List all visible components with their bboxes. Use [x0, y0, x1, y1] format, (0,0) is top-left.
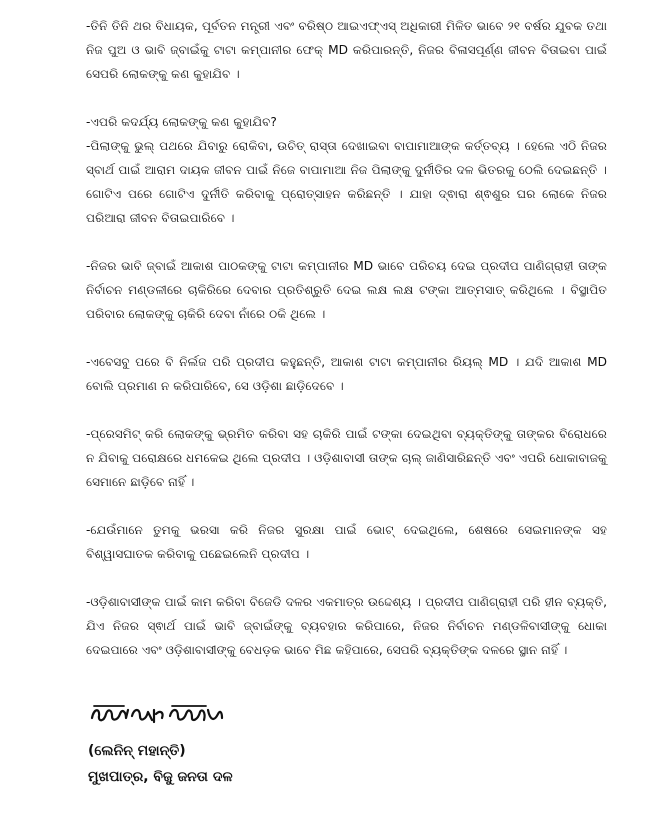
- paragraph-1: -ତିନି ତିନି ଥର ବିଧାୟକ, ପୂର୍ବତନ ମନ୍ତ୍ରୀ ଏବଂ ବରିଷ୍ଠ ଆଇଏଫ୍ଏସ୍ ଅଧିକାରୀ ମିଳିତ ଭାବେ ୨୧ ବର୍ଷର ଯୁବକ ତଥା ନିଜ ପୁଅ ଓ ଭାବି ଜ୍ବାଇଁକୁ ଟାଟା କମ୍ପାନୀର ଫେକ୍ MD କରିପାରନ୍ତି, ନିଜର ବିଳାସପୂର୍ଣ୍ଣ ଜୀବନ ବିତାଇବା ପାଇଁ ସେପରି ଲୋକଙ୍କୁ କଣ କୁହାଯିବ ।: [86, 19, 607, 81]
- signature-block: [88, 700, 233, 790]
- paragraph-5: -ଏବେସବୁ ପରେ ବି ନିର୍ଲଜ ପରି ପ୍ରଦୀପ କହୁଛନ୍ତି, ଆକାଶ ଟାଟା କମ୍ପାନୀର ରିୟଲ୍ MD । ଯଦି ଆକାଶ MD ବୋଲି ପ୍ରମାଣ ନ କରିପାରିବେ, ସେ ଓଡ଼ିଶା ଛାଡ଼ିଦେବେ ।: [86, 355, 607, 393]
- paragraph-7: -ଯେଉଁମାନେ ତୁମକୁ ଭରସା କରି ନିଜର ସୁରକ୍ଷା ପାଇଁ ଭୋଟ୍ ଦେଇଥିଲେ, ଶେଷରେ ସେଇମାନଙ୍କ ସହ ବିଶ୍ୱାସଘାତକ କରିବାକୁ ପଛେଇଲେନି ପ୍ରଦୀପ ।: [86, 523, 607, 561]
- handwritten-signature: [88, 700, 228, 728]
- signatory-title: ମୁଖପାତ୍ର, ବିଜୁ ଜନତା ଦଳ: [88, 769, 233, 785]
- paragraph-4: -ନିଜର ଭାବି ଜ୍ବାଇଁ ଆକାଶ ପାଠକଙ୍କୁ ଟାଟା କମ୍ପାନୀର MD ଭାବେ ପରିଚୟ ଦେଇ ପ୍ରଦୀପ ପାଣିଗ୍ରାହୀ ତାଙ୍କ ନିର୍ବାଚନ ମଣ୍ଡଳୀରେ ଚାକିରିରେ ଦେବାର ପ୍ରତିଶ୍ରୁତି ଦେଇ ଲକ୍ଷ ଲକ୍ଷ ଟଙ୍କା ଆତ୍ମସାତ୍ କରିଥିଲେ । ବିସ୍ଥାପିତ ପରିବାର ଲୋକଙ୍କୁ ଚାକିରି ଦେବା ନାଁରେ ଠକି ଥିଲେ ।: [86, 259, 607, 321]
- signatory-name: (ଲେନିନ୍ ମହାନ୍ତି): [88, 743, 186, 759]
- paragraph-2-question: -ଏପରି କଦର୍ଯ୍ୟ ଲୋକଙ୍କୁ କଣ କୁହାଯିବ?: [86, 115, 277, 129]
- paragraph-6: -ପ୍ରେସମିଟ୍ କରି ଲୋକଙ୍କୁ ଭ୍ରମିତ କରିବା ସହ ଚାକିରି ପାଇଁ ଟଙ୍କା ଦେଇଥିବା ବ୍ୟକ୍ତିଙ୍କୁ ତାଙ୍କର ବିରୋଧରେ ନ ଯିବାକୁ ପରୋକ୍ଷରେ ଧମକେଇ ଥିଲେ ପ୍ରଦୀପ । ଓଡ଼ିଶାବାସୀ ତାଙ୍କ ଚାଲ୍ ଜାଣିସାରିଛନ୍ତି ଏବଂ ଏପରି ଧୋକାବାଜକୁ ସେମାନେ ଛାଡ଼ିବେ ନାହିଁ ।: [86, 427, 607, 489]
- paragraph-8: -ଓଡ଼ିଶାବାସୀଙ୍କ ପାଇଁ କାମ କରିବା ବିଜେଡି ଦଳର ଏକମାତ୍ର ଉଦ୍ଦେଶ୍ୟ । ପ୍ରଦୀପ ପାଣିଗ୍ରାହୀ ପରି ହୀନ ବ୍ୟକ୍ତି, ଯିଏ ନିଜର ସ୍ଵାର୍ଥ ପାଇଁ ଭାବି ଜ୍ବାଇଁଙ୍କୁ ବ୍ୟବହାର କରିପାରେ, ନିଜର ନିର୍ବାଚନ ମଣ୍ଡଳିବାସୀଙ୍କୁ ଧୋକା ଦେଇପାରେ ଏବଂ ଓଡ଼ିଶାବାସୀଙ୍କୁ ବେଧଡ଼କ ଭାବେ ମିଛ କହିପାରେ, ସେପରି ବ୍ୟକ୍ତିଙ୍କ ଦଳରେ ସ୍ଥାନ ନାହିଁ ।: [86, 595, 607, 657]
- paragraph-3: -ପିଲାଙ୍କୁ ଭୁଲ୍ ପଥରେ ଯିବାରୁ ରୋକିବା, ଉଚିତ୍ ରାସ୍ତା ଦେଖାଇବା ବାପାମାଆଙ୍କ କର୍ତ୍ତବ୍ୟ । ହେଲେ ଏଠି ନିଜର ସ୍ବାର୍ଥ ପାଇଁ ଆରାମ ଦାୟକ ଜୀବନ ପାଇଁ ନିଜେ ବାପାମାଆ ନିଜ ପିଲାଙ୍କୁ ଦୁର୍ନୀତିର ଦଳ ଭିତରକୁ ଠେଲି ଦେଇଛନ୍ତି । ଗୋଟିଏ ପରେ ଗୋଟିଏ ଦୁର୍ନୀତି କରିବାକୁ ପ୍ରୋତ୍ସାହନ କରିଛନ୍ତି । ଯାହା ଦ୍ଵାରା ଶ୍ଵଶୁର ଘର ଲୋକେ ନିଜର ପରିଆରା ଜୀବନ ବିତାଇପାରିବେ ।: [86, 139, 607, 225]
